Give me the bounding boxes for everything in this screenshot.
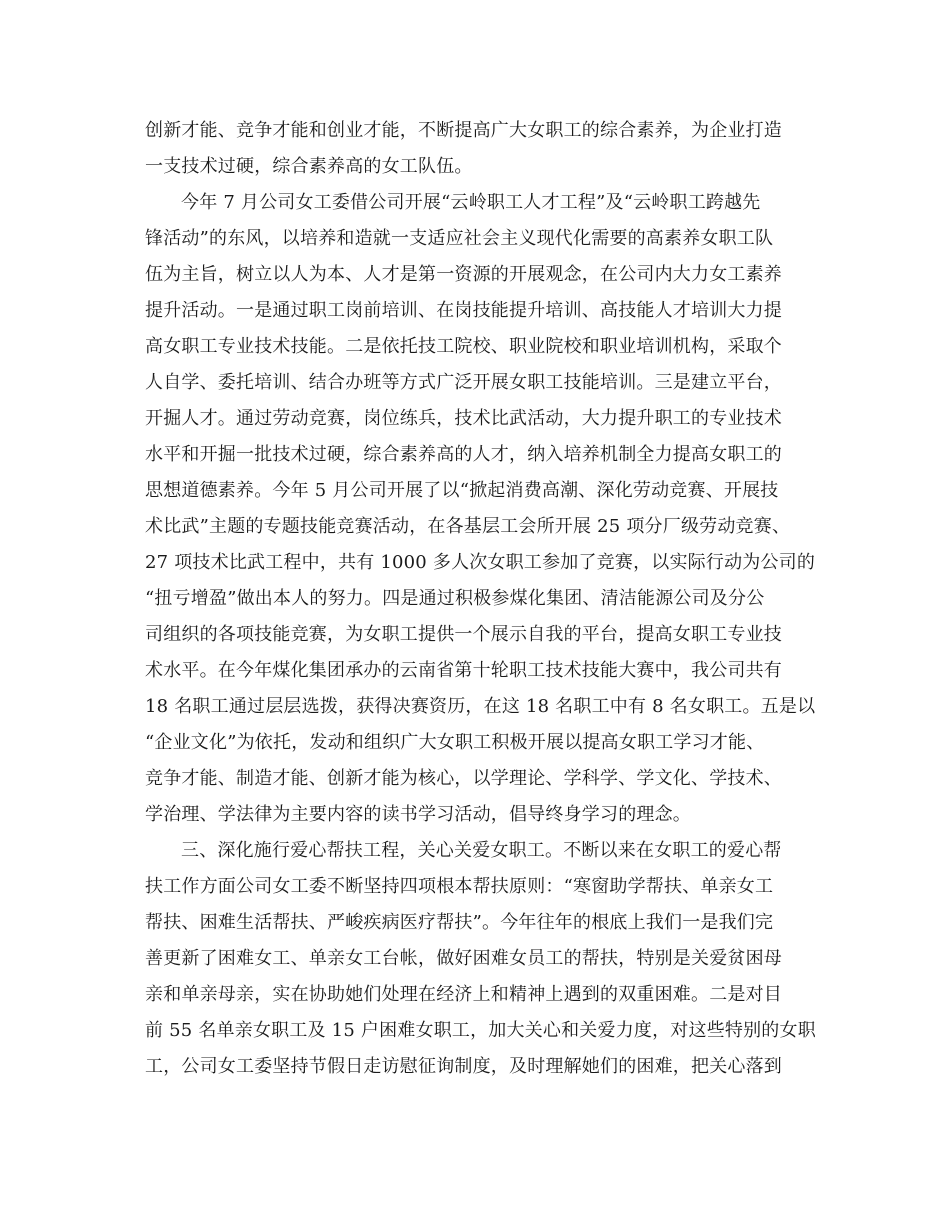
text-line-26: 前 55 名单亲女职工及 15 户困难女职工，加大关心和关爱力度，对这些特别的女职 [145, 1020, 816, 1041]
text-line-23: 帮扶、困难生活帮扶、严峻疾病医疗帮扶”。今年往年的根底上我们一是我们完 [145, 912, 774, 933]
text-line-20: 学治理、学法律为主要内容的读书学习活动，倡导终身学习的理念。 [145, 804, 691, 825]
text-line-9: 开掘人才。通过劳动竞赛，岗位练兵，技术比武活动，大力提升职工的专业技术 [145, 408, 782, 429]
text-line-27: 工，公司女工委坚持节假日走访慰征询制度，及时理解她们的困难，把关心落到 [145, 1056, 782, 1077]
text-line-22: 扶工作方面公司女工委不断坚持四项根本帮扶原则：“寒窗助学帮扶、单亲女工 [145, 876, 774, 897]
text-line-10: 水平和开掘一批技术过硬，综合素养高的人才，纳入培养机制全力提高女职工的 [145, 444, 782, 465]
text-line-1: 创新才能、竞争才能和创业才能，不断提高广大女职工的综合素养，为企业打造 [145, 120, 782, 141]
text-line-4: 锋活动”的东风，以培养和造就一支适应社会主义现代化需要的高素养女职工队 [145, 228, 774, 249]
text-line-18: “企业文化”为依托，发动和组织广大女职工积极开展以提高女职工学习才能、 [145, 732, 765, 753]
text-line-17: 18 名职工通过层层选拨，获得决赛资历，在这 18 名职工中有 8 名女职工。五是以 [145, 696, 816, 717]
text-line-21: 三、深化施行爱心帮扶工程，关心关爱女职工。不断以来在女职工的爱心帮 [181, 840, 782, 861]
text-line-25: 亲和单亲母亲，实在协助她们处理在经济上和精神上遇到的双重困难。二是对目 [145, 984, 782, 1005]
text-line-3: 今年 7 月公司女工委借公司开展“云岭职工人才工程”及“云岭职工跨越先 [181, 192, 761, 213]
text-line-14: “扭亏增盈”做出本人的努力。四是通过积极参煤化集团、清洁能源公司及分公 [145, 588, 765, 609]
text-line-11: 思想道德素养。今年 5 月公司开展了以“掀起消费高潮、深化劳动竞赛、开展技 [145, 480, 779, 501]
text-line-7: 高女职工专业技术技能。二是依托技工院校、职业院校和职业培训机构，采取个 [145, 336, 782, 357]
text-line-24: 善更新了困难女工、单亲女工台帐，做好困难女员工的帮扶，特别是关爱贫困母 [145, 948, 782, 969]
text-line-5: 伍为主旨，树立以人为本、人才是第一资源的开展观念，在公司内大力女工素养 [145, 264, 782, 285]
text-line-8: 人自学、委托培训、结合办班等方式广泛开展女职工技能培训。三是建立平台， [145, 372, 782, 393]
text-line-15: 司组织的各项技能竞赛，为女职工提供一个展示自我的平台，提高女职工专业技 [145, 624, 782, 645]
text-line-12: 术比武”主题的专题技能竞赛活动，在各基层工会所开展 25 项分厂级劳动竞赛、 [145, 516, 791, 537]
text-line-6: 提升活动。一是通过职工岗前培训、在岗技能提升培训、高技能人才培训大力提 [145, 300, 782, 321]
text-line-16: 术水平。在今年煤化集团承办的云南省第十轮职工技术技能大赛中，我公司共有 [145, 660, 782, 681]
text-line-19: 竞争才能、制造才能、创新才能为核心，以学理论、学科学、学文化、学技术、 [145, 768, 782, 789]
text-line-2: 一支技术过硬，综合素养高的女工队伍。 [145, 156, 473, 177]
text-line-13: 27 项技术比武工程中，共有 1000 多人次女职工参加了竞赛，以实际行动为公司的 [145, 552, 816, 573]
